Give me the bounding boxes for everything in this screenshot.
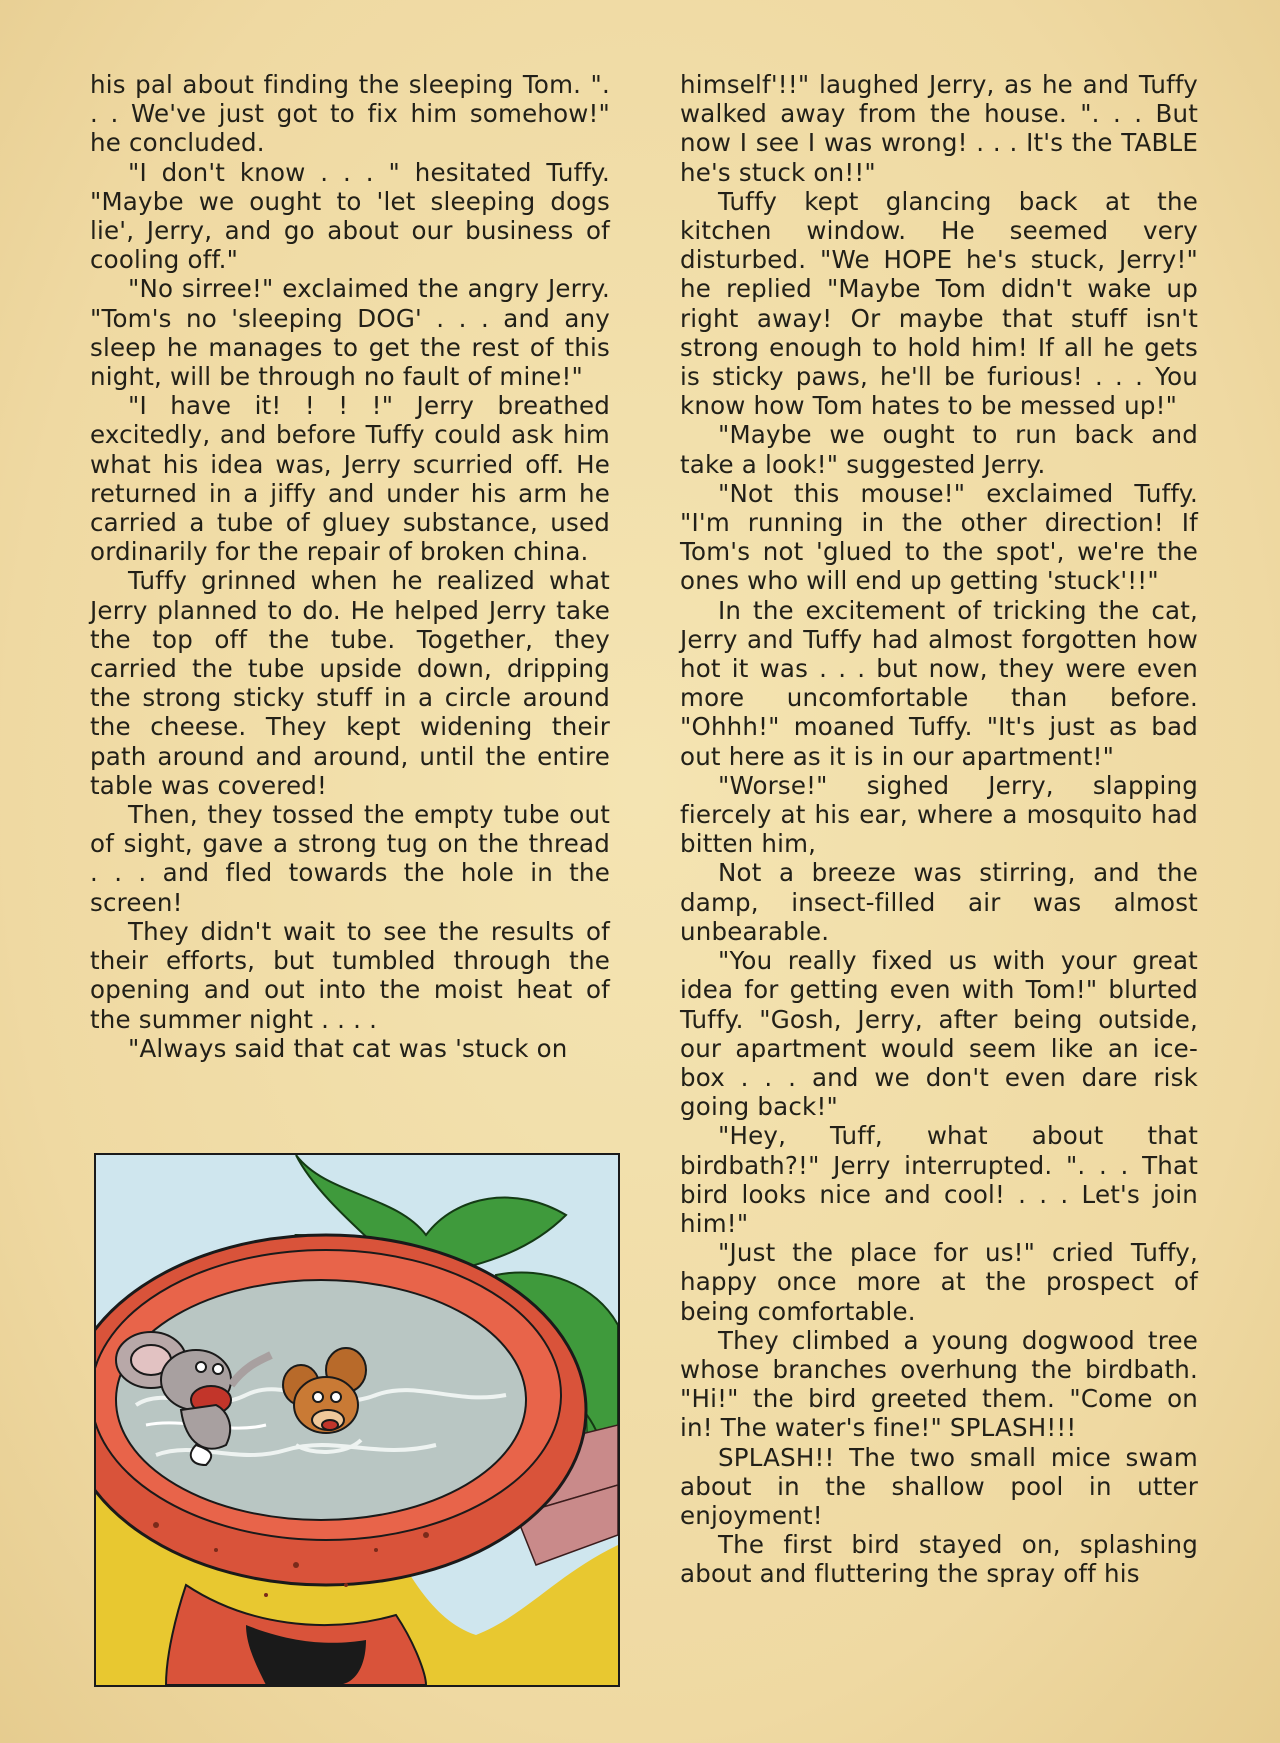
paragraph: "No sirree!" exclaimed the angry Jerry. "Tom's no 'sleeping DOG' . . . and any sleep he manages to get the rest of this night, will be through no fault of mine!" (90, 274, 610, 392)
paragraph: "I don't know . . . " hesitated Tuffy. "Maybe we ought to 'let sleeping dogs lie', Jerry, and go about our business of cooling off." (90, 157, 610, 275)
paragraph: The first bird stayed on, splashing about and fluttering the spray off his (680, 1530, 1198, 1589)
paragraph: They climbed a young dogwood tree whose branches overhung the birdbath. "Hi!" the bird greeted them. "Come on in! The water's fine!" SPLASH!!! (680, 1325, 1198, 1443)
right-text-column (680, 70, 1198, 1589)
paragraph: "Just the place for us!" cried Tuffy, happy once more at the prospect of being comfortable. (680, 1238, 1198, 1326)
paragraph: his pal about finding the sleeping Tom. ". . . We've just got to fix him somehow!" he concluded. (90, 70, 610, 158)
paragraph: Not a breeze was stirring, and the damp, insect-filled air was almost unbearable. (680, 858, 1198, 946)
paragraph: "Not this mouse!" exclaimed Tuffy. "I'm running in the other direction! If Tom's not 'glued to the spot', we're the ones who will end up getting 'stuck'!!" (680, 478, 1198, 596)
paragraph: "Always said that cat was 'stuck on (128, 1033, 568, 1063)
paragraph: Tuffy kept glancing back at the kitchen window. He seemed very disturbed. "We HOPE he's stuck, Jerry!" he replied "Maybe Tom didn't wake up right away! Or maybe that stuff isn't strong enough to hold him! If all he gets is sticky paws, he'll be furious! . . . You know how Tom hates to be messed up!" (680, 186, 1198, 421)
illustration-svg (96, 1155, 618, 1685)
paragraph: "Worse!" sighed Jerry, slapping fiercely at his ear, where a mosquito had bitten him, (680, 770, 1198, 859)
paragraph: In the excitement of tricking the cat, Jerry and Tuffy had almost forgotten how hot it was . . . but now, they were even more uncomfortable than before. "Ohhh!" moaned Tuffy. "It's just as bad out here as it is in our apartment!" (680, 595, 1198, 771)
paragraph: "I have it! ! ! !" Jerry breathed excitedly, and before Tuffy could ask him what his idea was, Jerry scurried off. He returned in a jiffy and under his arm he carried a tube of gluey substance, used ordinarily for the repair of broken china. (90, 391, 610, 567)
paragraph: Then, they tossed the empty tube out of sight, gave a strong tug on the thread . . . and fled towards the hole in the screen! (90, 800, 610, 917)
paragraph: himself'!!" laughed Jerry, as he and Tuffy walked away from the house. ". . . But now I see I was wrong! . . . It's the TABLE he's stuck on!!" (680, 70, 1198, 187)
paragraph: SPLASH!! The two small mice swam about in the shallow pool in utter enjoyment! (680, 1442, 1198, 1530)
paragraph: "You really fixed us with your great idea for getting even with Tom!" blurted Tuffy. "Gosh, Jerry, after being outside, our apartment would seem like an ice-box . . . and we don't even dare risk going back!" (680, 946, 1198, 1122)
paragraph: "Hey, Tuff, what about that birdbath?!" Jerry interrupted. ". . . That bird looks nice and cool! . . . Let's join him!" (680, 1121, 1198, 1238)
paragraph: They didn't wait to see the results of their efforts, but tumbled through the opening and out into the moist heat of the summer night . . . . (90, 916, 610, 1034)
birdbath-illustration (94, 1153, 620, 1687)
paragraph: Tuffy grinned when he realized what Jerry planned to do. He helped Jerry take the top off the tube. Together, they carried the tube upside down, dripping the strong sticky stuff in a circle around the cheese. They kept widening their path around and around, until the entire table was covered! (90, 566, 610, 800)
paragraph: "Maybe we ought to run back and take a look!" suggested Jerry. (680, 420, 1198, 479)
left-text-column (90, 70, 610, 1063)
